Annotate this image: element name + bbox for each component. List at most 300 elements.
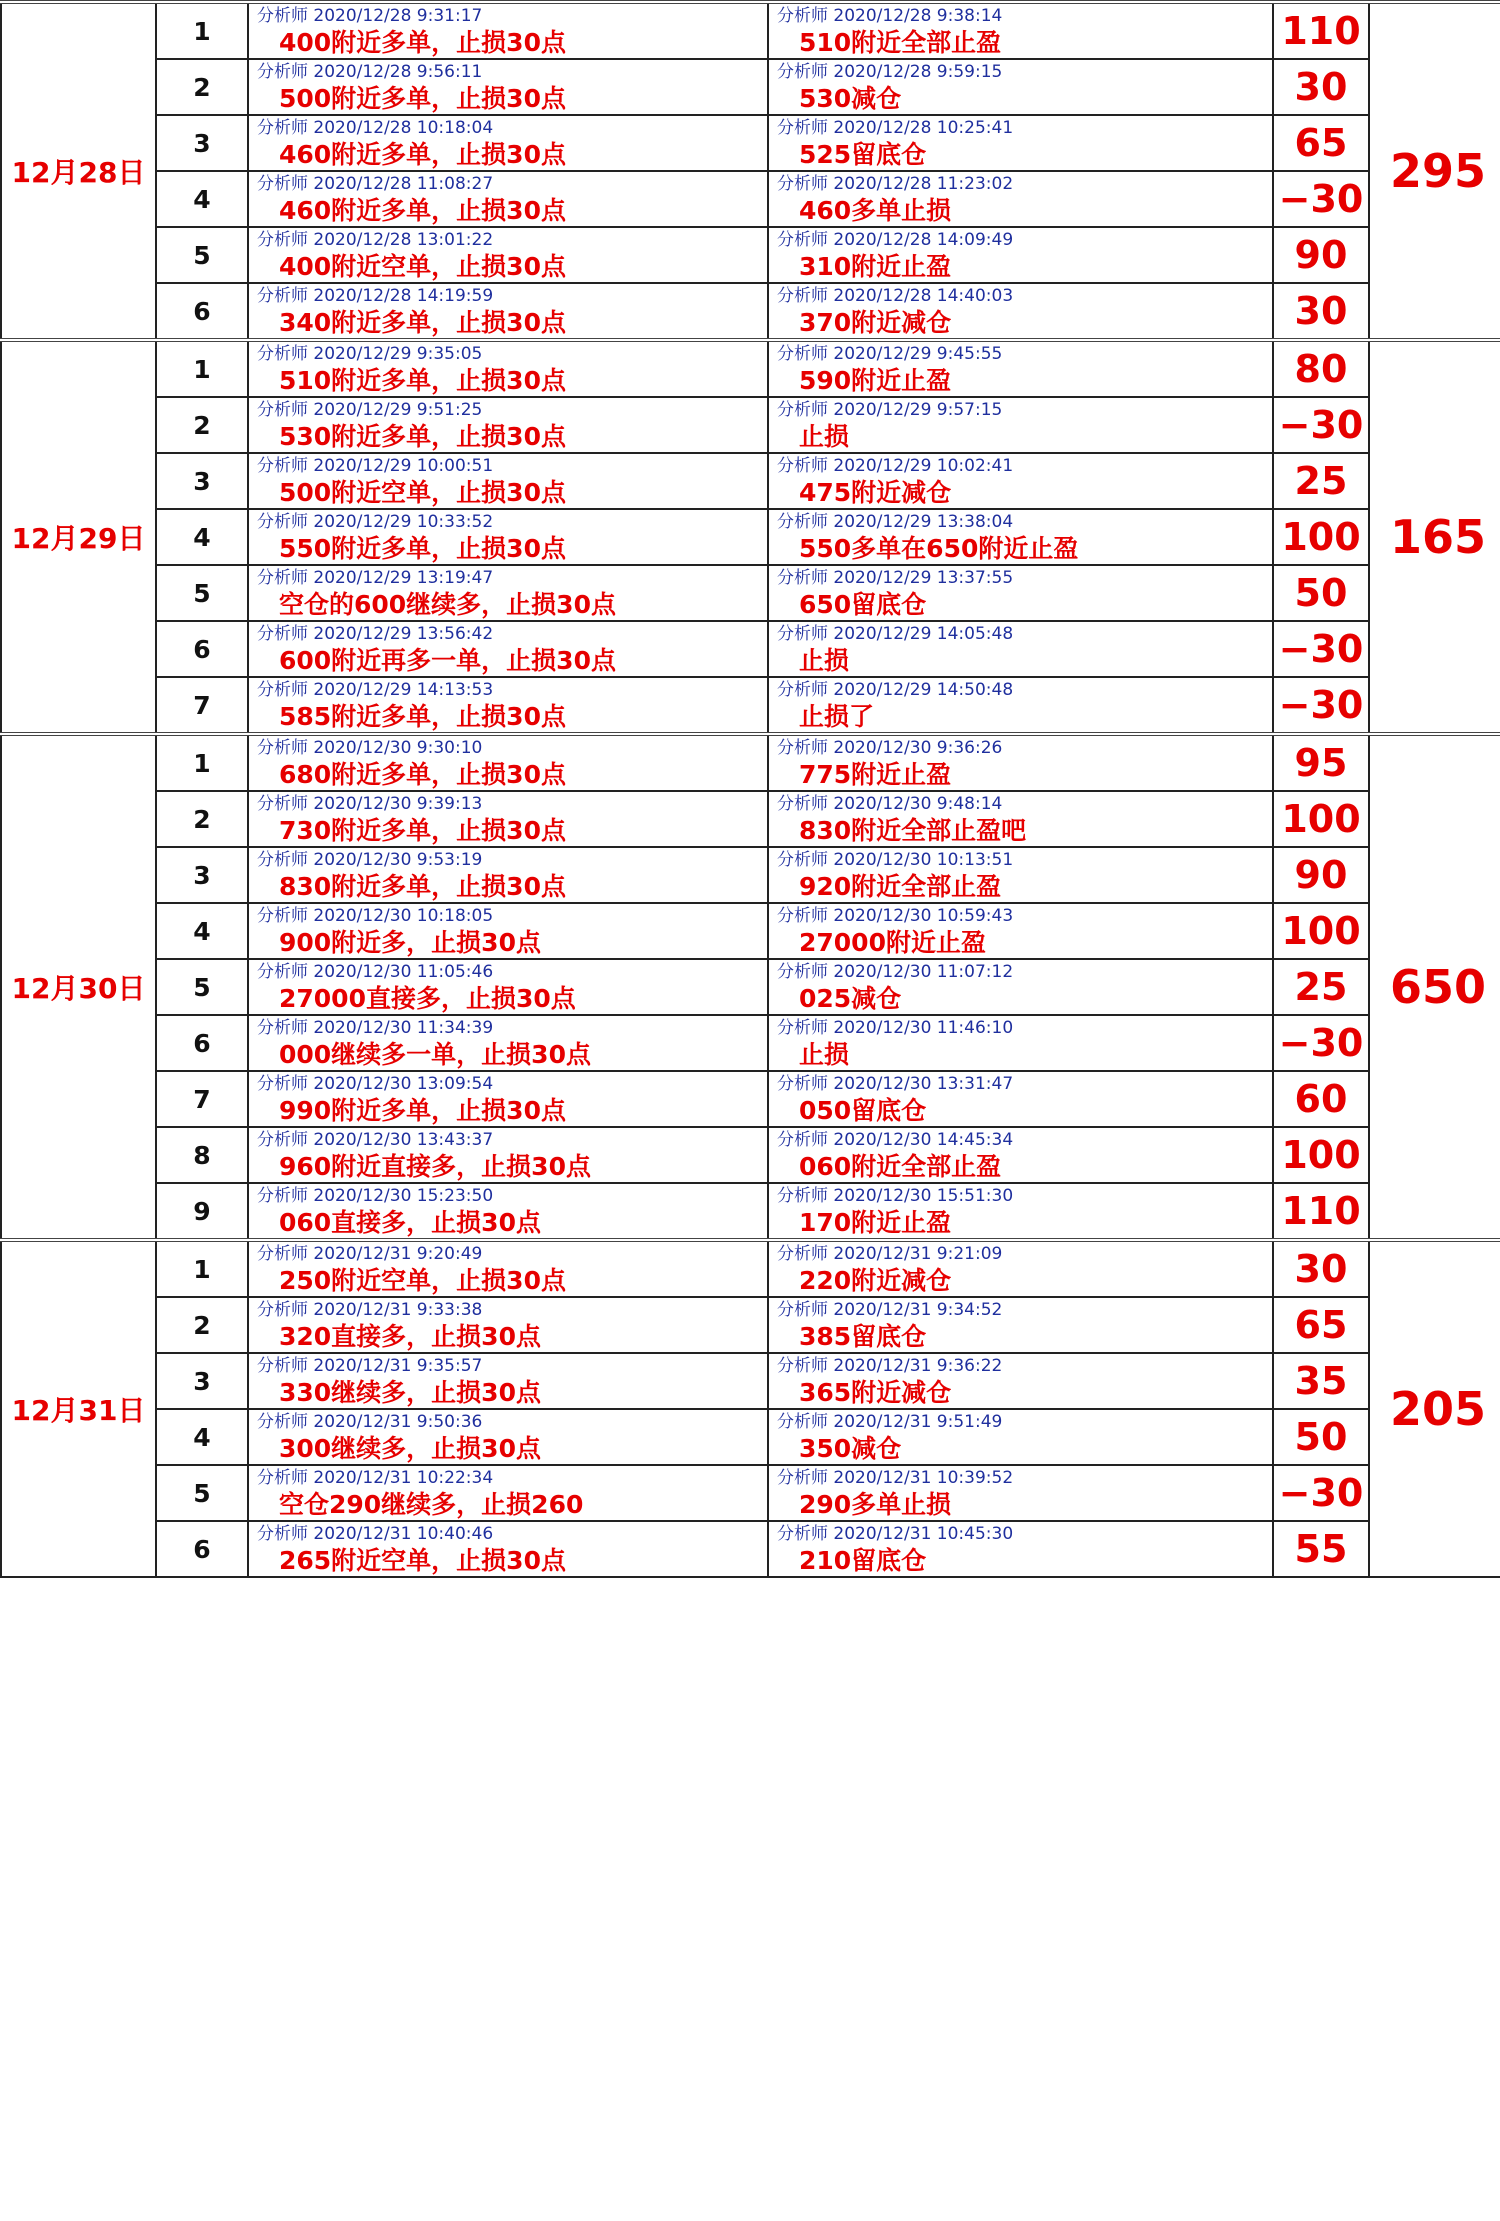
exit-instruction: 525留底仓 xyxy=(799,140,927,169)
entry-timestamp xyxy=(249,1298,767,1322)
exit-signal-cell xyxy=(768,621,1273,677)
trade-number: 4 xyxy=(156,903,248,959)
entry-instruction: 000继续多一单，止损30点 xyxy=(279,1040,591,1069)
trade-number: 1 xyxy=(156,340,248,397)
analyst-label: 分析师 xyxy=(257,456,308,476)
trade-points: −30 xyxy=(1273,397,1369,453)
exit-instruction: 止损了 xyxy=(799,702,875,731)
exit-timestamp xyxy=(769,454,1272,478)
trade-row xyxy=(1,903,1500,959)
exit-signal-cell xyxy=(768,283,1273,340)
analyst-label: 分析师 xyxy=(257,624,308,644)
trade-points: 25 xyxy=(1273,959,1369,1015)
exit-signal-cell xyxy=(768,959,1273,1015)
entry-signal-cell xyxy=(248,1015,768,1071)
entry-time: 2020/12/28 11:08:27 xyxy=(313,174,494,194)
entry-instruction: 600附近再多一单，止损30点 xyxy=(279,646,616,675)
analyst-label: 分析师 xyxy=(777,1018,828,1038)
trade-log-body xyxy=(1,2,1500,1577)
entry-signal-cell xyxy=(248,621,768,677)
analyst-label: 分析师 xyxy=(257,850,308,870)
exit-timestamp xyxy=(769,1016,1272,1040)
analyst-label: 分析师 xyxy=(777,344,828,364)
exit-time: 2020/12/29 14:50:48 xyxy=(833,680,1014,700)
exit-instruction: 550多单在650附近止盈 xyxy=(799,534,1079,563)
trade-points: 100 xyxy=(1273,509,1369,565)
trade-number: 5 xyxy=(156,565,248,621)
trade-row xyxy=(1,115,1500,171)
exit-time: 2020/12/31 9:36:22 xyxy=(833,1356,1003,1376)
entry-time: 2020/12/29 10:00:51 xyxy=(313,456,494,476)
entry-time: 2020/12/30 13:09:54 xyxy=(313,1074,494,1094)
exit-time: 2020/12/31 10:45:30 xyxy=(833,1524,1014,1544)
entry-time: 2020/12/28 10:18:04 xyxy=(313,118,494,138)
analyst-label: 分析师 xyxy=(777,400,828,420)
entry-time: 2020/12/30 11:05:46 xyxy=(313,962,494,982)
entry-timestamp xyxy=(249,228,767,252)
exit-instruction: 475附近减仓 xyxy=(799,478,952,507)
analyst-label: 分析师 xyxy=(257,344,308,364)
entry-signal-cell xyxy=(248,847,768,903)
exit-instruction: 370附近减仓 xyxy=(799,308,952,337)
analyst-label: 分析师 xyxy=(777,1130,828,1150)
trade-number: 3 xyxy=(156,1353,248,1409)
entry-timestamp xyxy=(249,904,767,928)
analyst-label: 分析师 xyxy=(257,286,308,306)
trade-points: 55 xyxy=(1273,1521,1369,1577)
entry-time: 2020/12/30 9:30:10 xyxy=(313,738,483,758)
day-total: 165 xyxy=(1369,340,1500,734)
entry-instruction: 300继续多，止损30点 xyxy=(279,1434,541,1463)
exit-signal-cell xyxy=(768,453,1273,509)
exit-time: 2020/12/30 9:36:26 xyxy=(833,738,1003,758)
exit-time: 2020/12/30 13:31:47 xyxy=(833,1074,1014,1094)
entry-signal-cell xyxy=(248,1297,768,1353)
trade-number: 1 xyxy=(156,1240,248,1297)
entry-timestamp xyxy=(249,4,767,28)
exit-timestamp xyxy=(769,172,1272,196)
trade-number: 4 xyxy=(156,171,248,227)
entry-timestamp xyxy=(249,116,767,140)
trade-points: −30 xyxy=(1273,1465,1369,1521)
entry-signal-cell xyxy=(248,1353,768,1409)
exit-time: 2020/12/30 11:46:10 xyxy=(833,1018,1014,1038)
trade-points: −30 xyxy=(1273,621,1369,677)
exit-signal-cell xyxy=(768,1183,1273,1240)
entry-instruction: 460附近多单，止损30点 xyxy=(279,196,566,225)
trade-number: 6 xyxy=(156,1521,248,1577)
exit-time: 2020/12/28 14:40:03 xyxy=(833,286,1014,306)
entry-timestamp xyxy=(249,1184,767,1208)
analyst-label: 分析师 xyxy=(257,1468,308,1488)
trade-number: 5 xyxy=(156,1465,248,1521)
trade-points: 30 xyxy=(1273,283,1369,340)
analyst-label: 分析师 xyxy=(777,62,828,82)
exit-timestamp xyxy=(769,1466,1272,1490)
trade-number: 2 xyxy=(156,397,248,453)
trade-points: 110 xyxy=(1273,1183,1369,1240)
exit-time: 2020/12/29 14:05:48 xyxy=(833,624,1014,644)
exit-time: 2020/12/29 13:38:04 xyxy=(833,512,1014,532)
entry-instruction: 900附近多，止损30点 xyxy=(279,928,541,957)
entry-timestamp xyxy=(249,60,767,84)
entry-instruction: 550附近多单，止损30点 xyxy=(279,534,566,563)
exit-signal-cell xyxy=(768,2,1273,59)
trade-points: 100 xyxy=(1273,791,1369,847)
trade-row xyxy=(1,565,1500,621)
exit-time: 2020/12/31 10:39:52 xyxy=(833,1468,1014,1488)
entry-signal-cell xyxy=(248,1071,768,1127)
exit-signal-cell xyxy=(768,340,1273,397)
exit-instruction: 止损 xyxy=(799,422,850,451)
entry-instruction: 510附近多单，止损30点 xyxy=(279,366,566,395)
entry-instruction: 960附近直接多，止损30点 xyxy=(279,1152,591,1181)
trade-row xyxy=(1,1297,1500,1353)
entry-timestamp xyxy=(249,172,767,196)
entry-signal-cell xyxy=(248,734,768,791)
trade-points: 95 xyxy=(1273,734,1369,791)
analyst-label: 分析师 xyxy=(777,174,828,194)
exit-instruction: 止损 xyxy=(799,1040,850,1069)
exit-timestamp xyxy=(769,228,1272,252)
exit-instruction: 220附近减仓 xyxy=(799,1266,952,1295)
analyst-label: 分析师 xyxy=(257,1074,308,1094)
exit-timestamp xyxy=(769,792,1272,816)
analyst-label: 分析师 xyxy=(257,174,308,194)
entry-signal-cell xyxy=(248,397,768,453)
exit-timestamp xyxy=(769,116,1272,140)
entry-time: 2020/12/29 9:35:05 xyxy=(313,344,483,364)
trade-points: 50 xyxy=(1273,1409,1369,1465)
day-date: 12月28日 xyxy=(1,2,156,340)
entry-timestamp xyxy=(249,342,767,366)
trade-row xyxy=(1,1353,1500,1409)
exit-instruction: 290多单止损 xyxy=(799,1490,952,1519)
trade-points: 80 xyxy=(1273,340,1369,397)
exit-timestamp xyxy=(769,1410,1272,1434)
trade-row xyxy=(1,1183,1500,1240)
entry-signal-cell xyxy=(248,959,768,1015)
entry-instruction: 空仓的600继续多，止损30点 xyxy=(279,590,616,619)
exit-timestamp xyxy=(769,4,1272,28)
entry-time: 2020/12/30 9:39:13 xyxy=(313,794,483,814)
exit-instruction: 460多单止损 xyxy=(799,196,952,225)
trade-row xyxy=(1,171,1500,227)
exit-time: 2020/12/30 9:48:14 xyxy=(833,794,1003,814)
exit-signal-cell xyxy=(768,677,1273,734)
trade-number: 7 xyxy=(156,677,248,734)
exit-signal-cell xyxy=(768,397,1273,453)
exit-time: 2020/12/28 10:25:41 xyxy=(833,118,1014,138)
entry-timestamp xyxy=(249,1410,767,1434)
entry-instruction: 250附近空单，止损30点 xyxy=(279,1266,566,1295)
trade-points: 30 xyxy=(1273,59,1369,115)
entry-timestamp xyxy=(249,848,767,872)
analyst-label: 分析师 xyxy=(257,1018,308,1038)
trade-row xyxy=(1,1015,1500,1071)
analyst-label: 分析师 xyxy=(257,1300,308,1320)
exit-instruction: 210留底仓 xyxy=(799,1546,927,1575)
exit-time: 2020/12/31 9:51:49 xyxy=(833,1412,1003,1432)
entry-signal-cell xyxy=(248,565,768,621)
entry-time: 2020/12/30 13:43:37 xyxy=(313,1130,494,1150)
analyst-label: 分析师 xyxy=(257,680,308,700)
analyst-label: 分析师 xyxy=(777,680,828,700)
exit-timestamp xyxy=(769,284,1272,308)
trade-points: 110 xyxy=(1273,2,1369,59)
entry-signal-cell xyxy=(248,1521,768,1577)
analyst-label: 分析师 xyxy=(777,568,828,588)
exit-timestamp xyxy=(769,678,1272,702)
entry-signal-cell xyxy=(248,1183,768,1240)
analyst-label: 分析师 xyxy=(777,850,828,870)
exit-timestamp xyxy=(769,342,1272,366)
entry-time: 2020/12/28 13:01:22 xyxy=(313,230,494,250)
exit-instruction: 775附近止盈 xyxy=(799,760,952,789)
exit-signal-cell xyxy=(768,59,1273,115)
exit-instruction: 365附近减仓 xyxy=(799,1378,952,1407)
exit-timestamp xyxy=(769,60,1272,84)
entry-time: 2020/12/30 15:23:50 xyxy=(313,1186,494,1206)
exit-signal-cell xyxy=(768,1071,1273,1127)
exit-instruction: 025减仓 xyxy=(799,984,902,1013)
exit-signal-cell xyxy=(768,1465,1273,1521)
entry-time: 2020/12/29 9:51:25 xyxy=(313,400,483,420)
trade-number: 2 xyxy=(156,791,248,847)
trade-number: 6 xyxy=(156,283,248,340)
entry-signal-cell xyxy=(248,1240,768,1297)
trade-row xyxy=(1,621,1500,677)
entry-time: 2020/12/31 10:40:46 xyxy=(313,1524,494,1544)
entry-time: 2020/12/31 9:20:49 xyxy=(313,1244,483,1264)
entry-time: 2020/12/31 9:35:57 xyxy=(313,1356,483,1376)
exit-timestamp xyxy=(769,1522,1272,1546)
trade-number: 6 xyxy=(156,1015,248,1071)
exit-instruction: 510附近全部止盈 xyxy=(799,28,1002,57)
exit-instruction: 830附近全部止盈吧 xyxy=(799,816,1027,845)
analyst-label: 分析师 xyxy=(257,62,308,82)
exit-timestamp xyxy=(769,904,1272,928)
trade-points: 60 xyxy=(1273,1071,1369,1127)
analyst-label: 分析师 xyxy=(777,1074,828,1094)
analyst-label: 分析师 xyxy=(257,906,308,926)
trade-number: 4 xyxy=(156,509,248,565)
entry-instruction: 320直接多，止损30点 xyxy=(279,1322,541,1351)
trade-row xyxy=(1,1409,1500,1465)
exit-instruction: 060附近全部止盈 xyxy=(799,1152,1002,1181)
entry-signal-cell xyxy=(248,509,768,565)
exit-time: 2020/12/29 13:37:55 xyxy=(833,568,1014,588)
analyst-label: 分析师 xyxy=(777,1356,828,1376)
entry-signal-cell xyxy=(248,791,768,847)
entry-timestamp xyxy=(249,510,767,534)
exit-instruction: 350减仓 xyxy=(799,1434,902,1463)
analyst-label: 分析师 xyxy=(777,738,828,758)
analyst-label: 分析师 xyxy=(777,906,828,926)
entry-timestamp xyxy=(249,622,767,646)
exit-signal-cell xyxy=(768,1015,1273,1071)
trade-row xyxy=(1,340,1500,397)
entry-timestamp xyxy=(249,736,767,760)
trade-number: 2 xyxy=(156,1297,248,1353)
analyst-label: 分析师 xyxy=(257,118,308,138)
entry-instruction: 990附近多单，止损30点 xyxy=(279,1096,566,1125)
exit-instruction: 止损 xyxy=(799,646,850,675)
entry-instruction: 530附近多单，止损30点 xyxy=(279,422,566,451)
day-date: 12月29日 xyxy=(1,340,156,734)
entry-time: 2020/12/29 13:19:47 xyxy=(313,568,494,588)
analyst-label: 分析师 xyxy=(777,230,828,250)
analyst-label: 分析师 xyxy=(257,400,308,420)
entry-time: 2020/12/29 14:13:53 xyxy=(313,680,494,700)
analyst-label: 分析师 xyxy=(777,456,828,476)
entry-timestamp xyxy=(249,284,767,308)
exit-timestamp xyxy=(769,566,1272,590)
entry-time: 2020/12/30 10:18:05 xyxy=(313,906,494,926)
analyst-label: 分析师 xyxy=(257,1356,308,1376)
entry-signal-cell xyxy=(248,1409,768,1465)
analyst-label: 分析师 xyxy=(777,1468,828,1488)
exit-instruction: 385留底仓 xyxy=(799,1322,927,1351)
entry-instruction: 空仓290继续多，止损260 xyxy=(279,1490,584,1519)
day-total: 650 xyxy=(1369,734,1500,1240)
exit-timestamp xyxy=(769,960,1272,984)
analyst-label: 分析师 xyxy=(777,794,828,814)
trade-row xyxy=(1,847,1500,903)
trade-row xyxy=(1,959,1500,1015)
entry-signal-cell xyxy=(248,453,768,509)
exit-time: 2020/12/29 9:57:15 xyxy=(833,400,1003,420)
exit-signal-cell xyxy=(768,1297,1273,1353)
trade-row xyxy=(1,2,1500,59)
exit-signal-cell xyxy=(768,171,1273,227)
analyst-label: 分析师 xyxy=(777,1524,828,1544)
trade-number: 3 xyxy=(156,453,248,509)
trade-number: 5 xyxy=(156,959,248,1015)
exit-signal-cell xyxy=(768,1240,1273,1297)
trade-row xyxy=(1,734,1500,791)
trade-number: 4 xyxy=(156,1409,248,1465)
analyst-label: 分析师 xyxy=(257,6,308,26)
entry-signal-cell xyxy=(248,283,768,340)
entry-instruction: 730附近多单，止损30点 xyxy=(279,816,566,845)
exit-timestamp xyxy=(769,622,1272,646)
entry-timestamp xyxy=(249,678,767,702)
entry-instruction: 330继续多，止损30点 xyxy=(279,1378,541,1407)
exit-signal-cell xyxy=(768,227,1273,283)
entry-signal-cell xyxy=(248,340,768,397)
exit-signal-cell xyxy=(768,115,1273,171)
trade-row xyxy=(1,509,1500,565)
entry-time: 2020/12/29 13:56:42 xyxy=(313,624,494,644)
entry-timestamp xyxy=(249,1242,767,1266)
exit-time: 2020/12/29 9:45:55 xyxy=(833,344,1003,364)
exit-time: 2020/12/29 10:02:41 xyxy=(833,456,1014,476)
trade-row xyxy=(1,227,1500,283)
entry-signal-cell xyxy=(248,1465,768,1521)
analyst-label: 分析师 xyxy=(777,512,828,532)
analyst-label: 分析师 xyxy=(257,512,308,532)
entry-timestamp xyxy=(249,1128,767,1152)
entry-instruction: 680附近多单，止损30点 xyxy=(279,760,566,789)
entry-timestamp xyxy=(249,566,767,590)
trade-points: 25 xyxy=(1273,453,1369,509)
entry-instruction: 340附近多单，止损30点 xyxy=(279,308,566,337)
exit-signal-cell xyxy=(768,847,1273,903)
trade-row xyxy=(1,397,1500,453)
entry-time: 2020/12/30 11:34:39 xyxy=(313,1018,494,1038)
entry-timestamp xyxy=(249,1072,767,1096)
exit-signal-cell xyxy=(768,1353,1273,1409)
exit-instruction: 310附近止盈 xyxy=(799,252,952,281)
exit-signal-cell xyxy=(768,565,1273,621)
entry-instruction: 500附近多单，止损30点 xyxy=(279,84,566,113)
exit-time: 2020/12/30 10:59:43 xyxy=(833,906,1014,926)
exit-time: 2020/12/30 14:45:34 xyxy=(833,1130,1014,1150)
trade-points: 50 xyxy=(1273,565,1369,621)
trade-row xyxy=(1,677,1500,734)
exit-time: 2020/12/31 9:21:09 xyxy=(833,1244,1003,1264)
trade-points: 65 xyxy=(1273,115,1369,171)
trade-points: 35 xyxy=(1273,1353,1369,1409)
trade-points: 90 xyxy=(1273,847,1369,903)
entry-time: 2020/12/31 9:33:38 xyxy=(313,1300,483,1320)
entry-timestamp xyxy=(249,1466,767,1490)
exit-time: 2020/12/31 9:34:52 xyxy=(833,1300,1003,1320)
exit-signal-cell xyxy=(768,1127,1273,1183)
exit-signal-cell xyxy=(768,509,1273,565)
exit-timestamp xyxy=(769,1128,1272,1152)
trade-points: −30 xyxy=(1273,171,1369,227)
exit-instruction: 530减仓 xyxy=(799,84,902,113)
trade-number: 5 xyxy=(156,227,248,283)
exit-timestamp xyxy=(769,1184,1272,1208)
exit-time: 2020/12/28 14:09:49 xyxy=(833,230,1014,250)
exit-timestamp xyxy=(769,848,1272,872)
analyst-label: 分析师 xyxy=(777,1244,828,1264)
trade-row xyxy=(1,1465,1500,1521)
entry-instruction: 400附近空单，止损30点 xyxy=(279,252,566,281)
analyst-label: 分析师 xyxy=(257,738,308,758)
entry-timestamp xyxy=(249,792,767,816)
trade-points: −30 xyxy=(1273,677,1369,734)
entry-time: 2020/12/31 10:22:34 xyxy=(313,1468,494,1488)
exit-timestamp xyxy=(769,1242,1272,1266)
trade-row xyxy=(1,1521,1500,1577)
analyst-label: 分析师 xyxy=(257,568,308,588)
analyst-label: 分析师 xyxy=(257,794,308,814)
analyst-label: 分析师 xyxy=(777,118,828,138)
exit-instruction: 050留底仓 xyxy=(799,1096,927,1125)
entry-signal-cell xyxy=(248,2,768,59)
entry-signal-cell xyxy=(248,227,768,283)
exit-time: 2020/12/28 11:23:02 xyxy=(833,174,1014,194)
trade-points: 65 xyxy=(1273,1297,1369,1353)
entry-time: 2020/12/28 9:56:11 xyxy=(313,62,483,82)
trade-number: 3 xyxy=(156,847,248,903)
trade-number: 3 xyxy=(156,115,248,171)
exit-timestamp xyxy=(769,510,1272,534)
trade-points: 100 xyxy=(1273,903,1369,959)
trade-row xyxy=(1,453,1500,509)
entry-timestamp xyxy=(249,454,767,478)
entry-instruction: 500附近空单，止损30点 xyxy=(279,478,566,507)
analyst-label: 分析师 xyxy=(257,1412,308,1432)
entry-instruction: 830附近多单，止损30点 xyxy=(279,872,566,901)
entry-timestamp xyxy=(249,1354,767,1378)
day-date: 12月31日 xyxy=(1,1240,156,1577)
exit-signal-cell xyxy=(768,903,1273,959)
